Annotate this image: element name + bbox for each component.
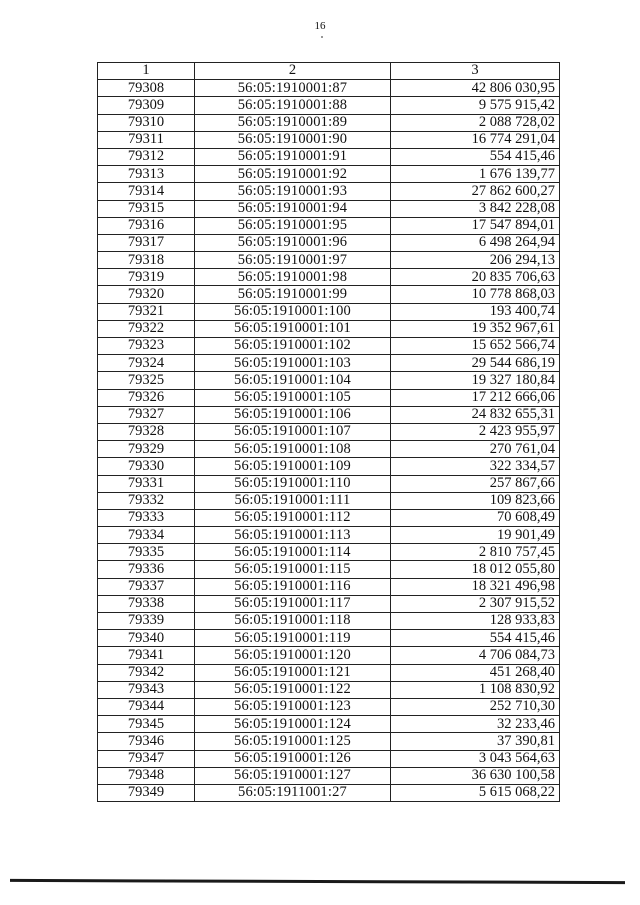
- value-cell: 2 810 757,45: [391, 544, 560, 561]
- value-cell: 24 832 655,31: [391, 406, 560, 423]
- value-cell: 5 615 068,22: [391, 784, 560, 801]
- cadastral-number-cell: 56:05:1910001:111: [195, 492, 391, 509]
- table-row: [98, 389, 560, 406]
- row-number-cell: 79324: [98, 355, 195, 372]
- row-number-cell: 79332: [98, 492, 195, 509]
- table-row: [98, 80, 560, 97]
- value-cell: 19 901,49: [391, 527, 560, 544]
- cadastral-number-cell: 56:05:1910001:107: [195, 423, 391, 440]
- value-cell: 252 710,30: [391, 698, 560, 715]
- cadastral-number-cell: 56:05:1910001:87: [195, 80, 391, 97]
- table-row: [98, 200, 560, 217]
- row-number-cell: 79347: [98, 750, 195, 767]
- table-row: [98, 97, 560, 114]
- table-row: [98, 114, 560, 131]
- row-number-cell: 79344: [98, 698, 195, 715]
- table-row: [98, 269, 560, 286]
- cadastral-number-cell: 56:05:1910001:113: [195, 527, 391, 544]
- table-row: [98, 234, 560, 251]
- value-cell: 37 390,81: [391, 733, 560, 750]
- table-row: [98, 716, 560, 733]
- cadastral-number-cell: 56:05:1910001:97: [195, 252, 391, 269]
- table-row: [98, 355, 560, 372]
- value-cell: 36 630 100,58: [391, 767, 560, 784]
- value-cell: 554 415,46: [391, 148, 560, 165]
- table-row: [98, 750, 560, 767]
- table-row: [98, 578, 560, 595]
- table-row: [98, 681, 560, 698]
- table-row: [98, 664, 560, 681]
- cadastral-number-cell: 56:05:1910001:100: [195, 303, 391, 320]
- header-col-1: 1: [98, 63, 195, 80]
- cadastral-number-cell: 56:05:1910001:123: [195, 698, 391, 715]
- table-row: [98, 733, 560, 750]
- cadastral-number-cell: 56:05:1910001:96: [195, 234, 391, 251]
- page-number: 16: [314, 20, 326, 32]
- value-cell: 322 334,57: [391, 458, 560, 475]
- value-cell: 4 706 084,73: [391, 647, 560, 664]
- table-row: [98, 217, 560, 234]
- value-cell: 29 544 686,19: [391, 355, 560, 372]
- cadastral-number-cell: 56:05:1910001:109: [195, 458, 391, 475]
- row-number-cell: 79337: [98, 578, 195, 595]
- value-cell: 18 012 055,80: [391, 561, 560, 578]
- value-cell: 70 608,49: [391, 509, 560, 526]
- row-number-cell: 79326: [98, 389, 195, 406]
- cadastral-number-cell: 56:05:1910001:116: [195, 578, 391, 595]
- table-row: [98, 527, 560, 544]
- header-row: [98, 63, 560, 80]
- row-number-cell: 79349: [98, 784, 195, 801]
- table-row: [98, 406, 560, 423]
- value-cell: 2 088 728,02: [391, 114, 560, 131]
- table-row: [98, 767, 560, 784]
- value-cell: 19 352 967,61: [391, 320, 560, 337]
- cadastral-number-cell: 56:05:1910001:91: [195, 148, 391, 165]
- cadastral-number-cell: 56:05:1911001:27: [195, 784, 391, 801]
- row-number-cell: 79340: [98, 630, 195, 647]
- row-number-cell: 79310: [98, 114, 195, 131]
- table-row: [98, 561, 560, 578]
- table-row: [98, 320, 560, 337]
- cadastral-value-table: [97, 62, 560, 802]
- row-number-cell: 79325: [98, 372, 195, 389]
- row-number-cell: 79348: [98, 767, 195, 784]
- value-cell: 19 327 180,84: [391, 372, 560, 389]
- value-cell: 2 307 915,52: [391, 595, 560, 612]
- value-cell: 1 108 830,92: [391, 681, 560, 698]
- value-cell: 3 842 228,08: [391, 200, 560, 217]
- value-cell: 42 806 030,95: [391, 80, 560, 97]
- value-cell: 451 268,40: [391, 664, 560, 681]
- cadastral-number-cell: 56:05:1910001:95: [195, 217, 391, 234]
- bottom-rule: [10, 879, 625, 884]
- value-cell: 257 867,66: [391, 475, 560, 492]
- table-row: [98, 544, 560, 561]
- table-row: [98, 458, 560, 475]
- value-cell: 18 321 496,98: [391, 578, 560, 595]
- cadastral-number-cell: 56:05:1910001:102: [195, 338, 391, 355]
- cadastral-number-cell: 56:05:1910001:121: [195, 664, 391, 681]
- table-row: [98, 338, 560, 355]
- row-number-cell: 79323: [98, 338, 195, 355]
- header-col-2: 2: [195, 63, 391, 80]
- cadastral-number-cell: 56:05:1910001:112: [195, 509, 391, 526]
- row-number-cell: 79329: [98, 441, 195, 458]
- table-row: [98, 647, 560, 664]
- value-cell: 20 835 706,63: [391, 269, 560, 286]
- table-header: [98, 63, 560, 80]
- table-row: [98, 630, 560, 647]
- table-row: [98, 183, 560, 200]
- cadastral-number-cell: 56:05:1910001:126: [195, 750, 391, 767]
- row-number-cell: 79312: [98, 148, 195, 165]
- cadastral-number-cell: 56:05:1910001:118: [195, 613, 391, 630]
- cadastral-number-cell: 56:05:1910001:117: [195, 595, 391, 612]
- value-cell: 9 575 915,42: [391, 97, 560, 114]
- row-number-cell: 79328: [98, 423, 195, 440]
- value-cell: 270 761,04: [391, 441, 560, 458]
- cadastral-number-cell: 56:05:1910001:103: [195, 355, 391, 372]
- value-cell: 27 862 600,27: [391, 183, 560, 200]
- cadastral-number-cell: 56:05:1910001:114: [195, 544, 391, 561]
- table-row: [98, 595, 560, 612]
- row-number-cell: 79338: [98, 595, 195, 612]
- table-row: [98, 166, 560, 183]
- row-number-cell: 79313: [98, 166, 195, 183]
- row-number-cell: 79309: [98, 97, 195, 114]
- header-col-3: 3: [391, 63, 560, 80]
- cadastral-number-cell: 56:05:1910001:89: [195, 114, 391, 131]
- row-number-cell: 79316: [98, 217, 195, 234]
- cadastral-number-cell: 56:05:1910001:106: [195, 406, 391, 423]
- table-row: [98, 372, 560, 389]
- row-number-cell: 79308: [98, 80, 195, 97]
- cadastral-number-cell: 56:05:1910001:127: [195, 767, 391, 784]
- cadastral-number-cell: 56:05:1910001:104: [195, 372, 391, 389]
- table-row: [98, 475, 560, 492]
- table-row: [98, 131, 560, 148]
- scan-speck: [321, 36, 323, 38]
- row-number-cell: 79315: [98, 200, 195, 217]
- row-number-cell: 79331: [98, 475, 195, 492]
- cadastral-number-cell: 56:05:1910001:120: [195, 647, 391, 664]
- cadastral-number-cell: 56:05:1910001:110: [195, 475, 391, 492]
- value-cell: 206 294,13: [391, 252, 560, 269]
- cadastral-number-cell: 56:05:1910001:115: [195, 561, 391, 578]
- row-number-cell: 79333: [98, 509, 195, 526]
- cadastral-number-cell: 56:05:1910001:98: [195, 269, 391, 286]
- row-number-cell: 79322: [98, 320, 195, 337]
- row-number-cell: 79327: [98, 406, 195, 423]
- row-number-cell: 79318: [98, 252, 195, 269]
- table-row: [98, 492, 560, 509]
- table-row: [98, 613, 560, 630]
- table-row: [98, 303, 560, 320]
- row-number-cell: 79317: [98, 234, 195, 251]
- cadastral-number-cell: 56:05:1910001:125: [195, 733, 391, 750]
- row-number-cell: 79311: [98, 131, 195, 148]
- cadastral-number-cell: 56:05:1910001:105: [195, 389, 391, 406]
- table-body: [98, 80, 560, 802]
- row-number-cell: 79345: [98, 716, 195, 733]
- cadastral-number-cell: 56:05:1910001:92: [195, 166, 391, 183]
- row-number-cell: 79319: [98, 269, 195, 286]
- cadastral-number-cell: 56:05:1910001:101: [195, 320, 391, 337]
- table-row: [98, 423, 560, 440]
- table-row: [98, 286, 560, 303]
- value-cell: 32 233,46: [391, 716, 560, 733]
- row-number-cell: 79314: [98, 183, 195, 200]
- value-cell: 1 676 139,77: [391, 166, 560, 183]
- table-container: [97, 62, 559, 802]
- cadastral-number-cell: 56:05:1910001:122: [195, 681, 391, 698]
- row-number-cell: 79334: [98, 527, 195, 544]
- cadastral-number-cell: 56:05:1910001:108: [195, 441, 391, 458]
- value-cell: 6 498 264,94: [391, 234, 560, 251]
- row-number-cell: 79330: [98, 458, 195, 475]
- cadastral-number-cell: 56:05:1910001:119: [195, 630, 391, 647]
- value-cell: 554 415,46: [391, 630, 560, 647]
- table-row: [98, 252, 560, 269]
- table-row: [98, 509, 560, 526]
- value-cell: 109 823,66: [391, 492, 560, 509]
- row-number-cell: 79346: [98, 733, 195, 750]
- value-cell: 10 778 868,03: [391, 286, 560, 303]
- row-number-cell: 79339: [98, 613, 195, 630]
- row-number-cell: 79321: [98, 303, 195, 320]
- cadastral-number-cell: 56:05:1910001:93: [195, 183, 391, 200]
- value-cell: 193 400,74: [391, 303, 560, 320]
- table-row: [98, 698, 560, 715]
- row-number-cell: 79341: [98, 647, 195, 664]
- value-cell: 3 043 564,63: [391, 750, 560, 767]
- table-row: [98, 148, 560, 165]
- cadastral-number-cell: 56:05:1910001:124: [195, 716, 391, 733]
- value-cell: 128 933,83: [391, 613, 560, 630]
- row-number-cell: 79336: [98, 561, 195, 578]
- value-cell: 17 547 894,01: [391, 217, 560, 234]
- row-number-cell: 79343: [98, 681, 195, 698]
- cadastral-number-cell: 56:05:1910001:90: [195, 131, 391, 148]
- value-cell: 16 774 291,04: [391, 131, 560, 148]
- value-cell: 17 212 666,06: [391, 389, 560, 406]
- table-row: [98, 441, 560, 458]
- row-number-cell: 79320: [98, 286, 195, 303]
- row-number-cell: 79335: [98, 544, 195, 561]
- cadastral-number-cell: 56:05:1910001:94: [195, 200, 391, 217]
- value-cell: 2 423 955,97: [391, 423, 560, 440]
- cadastral-number-cell: 56:05:1910001:88: [195, 97, 391, 114]
- value-cell: 15 652 566,74: [391, 338, 560, 355]
- cadastral-number-cell: 56:05:1910001:99: [195, 286, 391, 303]
- table-row: [98, 784, 560, 801]
- row-number-cell: 79342: [98, 664, 195, 681]
